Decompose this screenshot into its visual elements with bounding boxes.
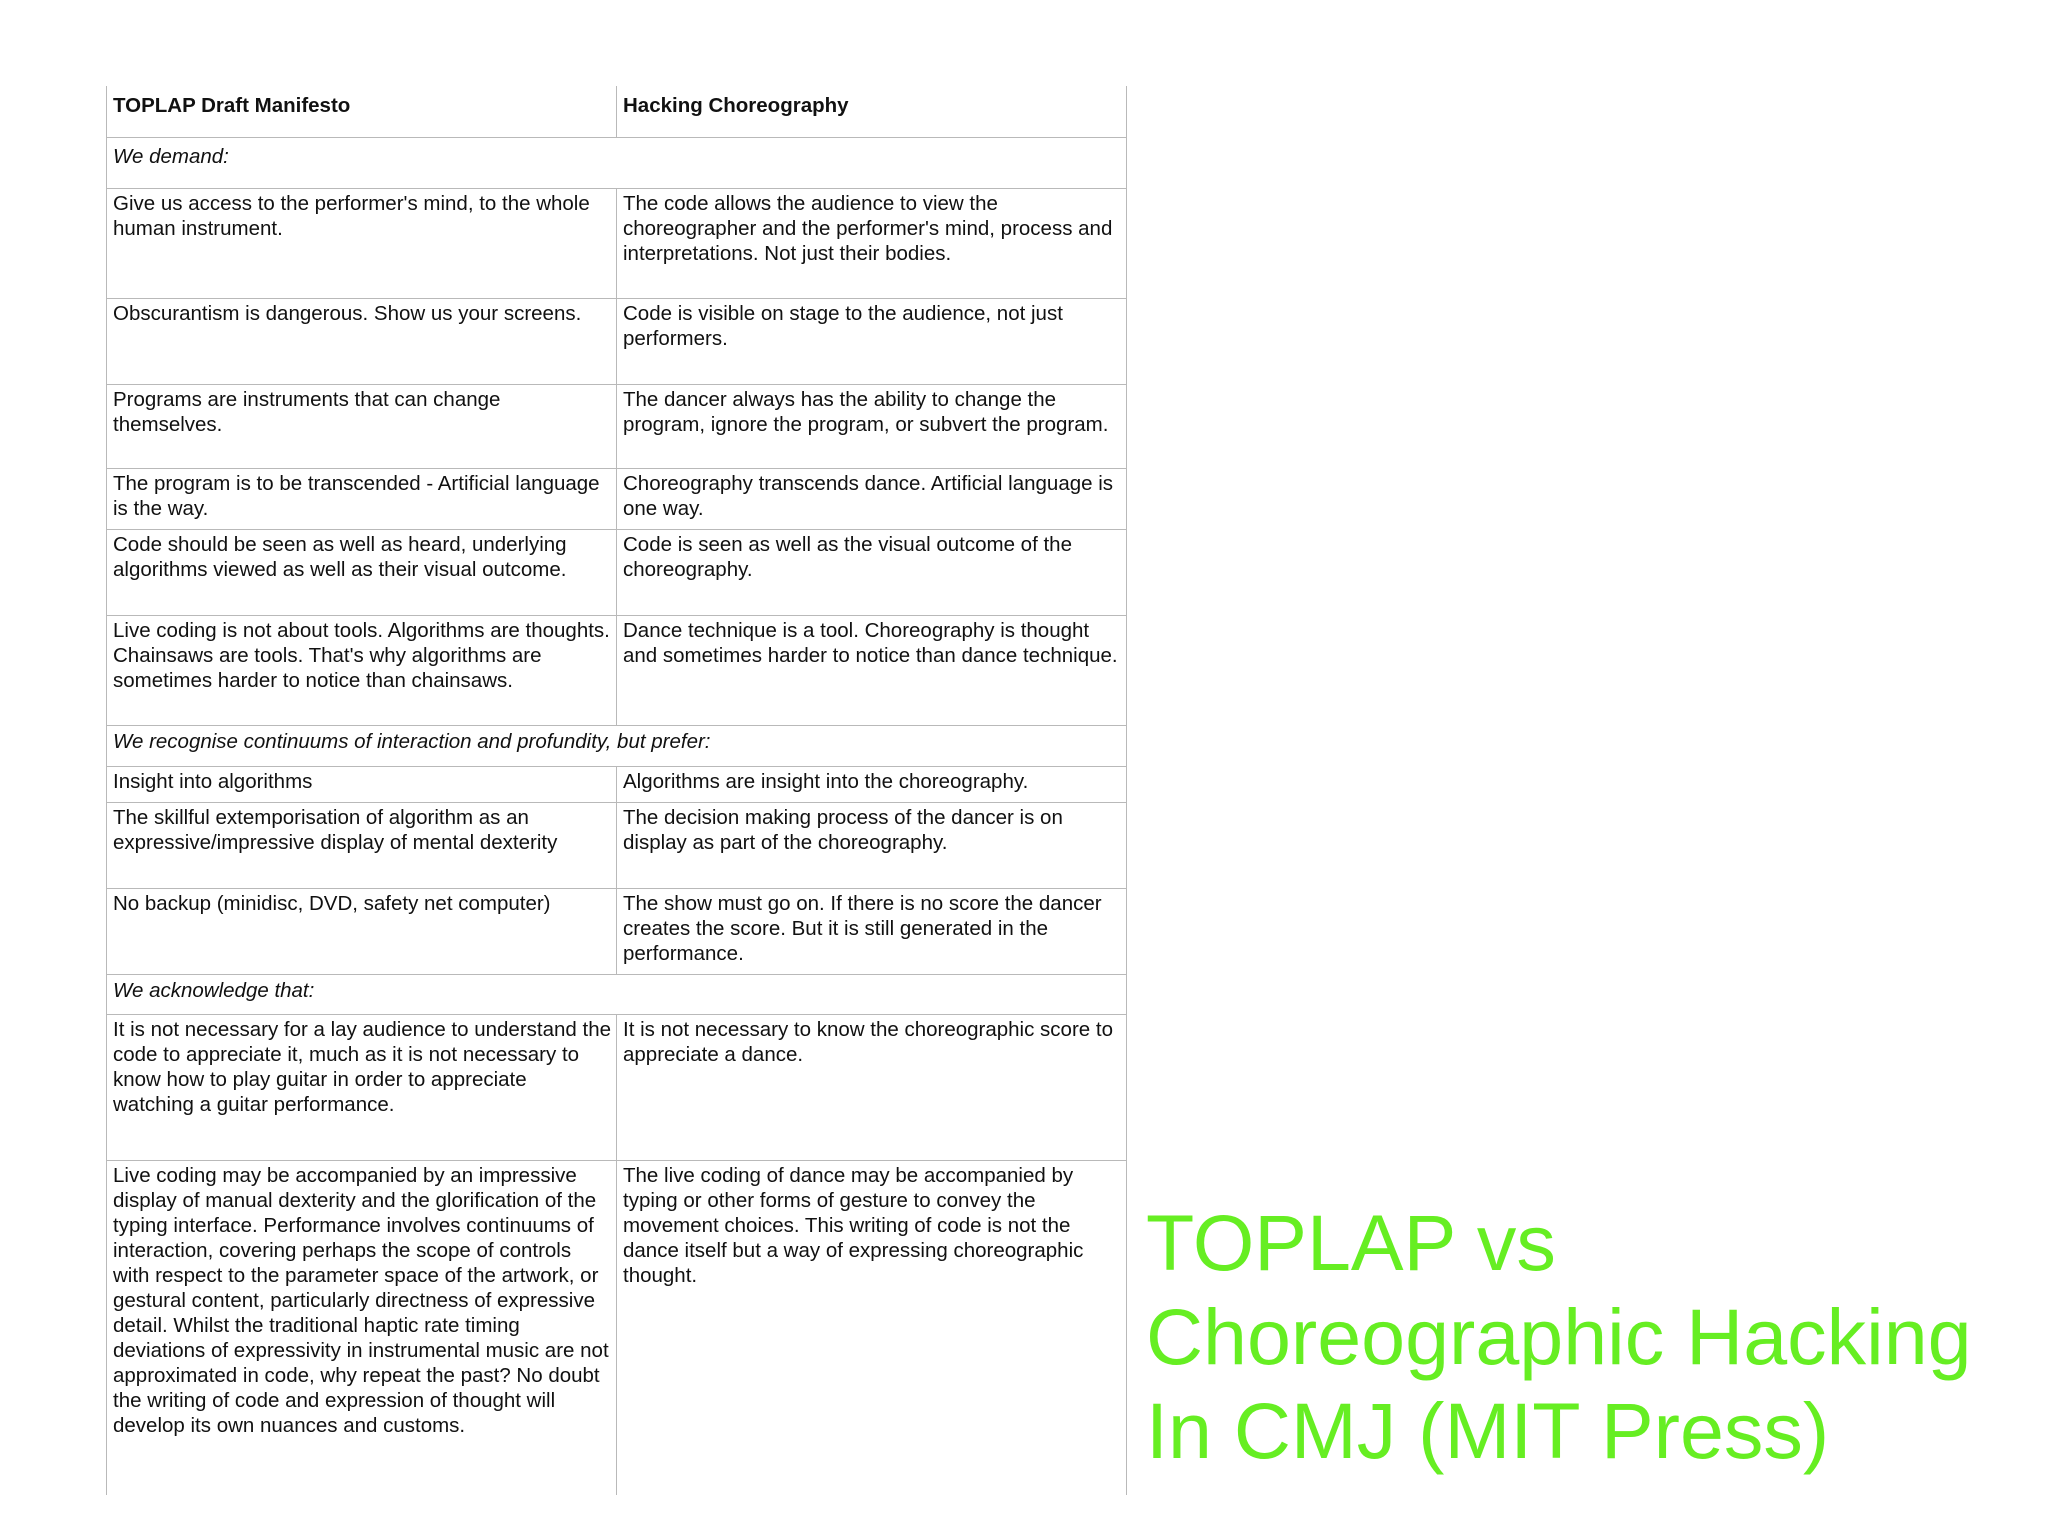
toplap-cell: The program is to be transcended - Artificial language is the way. [107,469,617,530]
toplap-cell: Programs are instruments that can change themselves. [107,385,617,469]
slide-title-line: In CMJ (MIT Press) [1146,1386,1830,1475]
section-row [107,726,1127,767]
slide-title-line: Choreographic Hacking [1146,1292,1972,1381]
table-row [107,530,1127,616]
table-header-row [107,86,1127,138]
choreography-cell: The decision making process of the dancer is on display as part of the choreography. [617,803,1127,889]
toplap-cell: Code should be seen as well as heard, underlying algorithms viewed as well as their visual outcome. [107,530,617,616]
choreography-cell: The show must go on. If there is no score the dancer creates the score. But it is still generated in the performance. [617,889,1127,975]
slide-title-line: TOPLAP vs [1146,1198,1556,1287]
table-row [107,385,1127,469]
choreography-cell: The dancer always has the ability to change the program, ignore the program, or subvert the program. [617,385,1127,469]
table-row [107,767,1127,803]
table-row [107,1015,1127,1161]
table-row [107,469,1127,530]
section-row [107,975,1127,1015]
choreography-cell: Dance technique is a tool. Choreography is thought and sometimes harder to notice than dance technique. [617,616,1127,726]
choreography-cell: The code allows the audience to view the choreographer and the performer's mind, process and interpretations. Not just their bodies. [617,189,1127,299]
choreography-cell: Code is visible on stage to the audience, not just performers. [617,299,1127,385]
table-row [107,189,1127,299]
header-hacking-choreography: Hacking Choreography [617,86,1127,138]
toplap-cell: Obscurantism is dangerous. Show us your screens. [107,299,617,385]
toplap-cell: The skillful extemporisation of algorithm as an expressive/impressive display of mental dexterity [107,803,617,889]
choreography-cell: Code is seen as well as the visual outcome of the choreography. [617,530,1127,616]
choreography-cell: The live coding of dance may be accompanied by typing or other forms of gesture to convey the movement choices. This writing of code is not the dance itself but a way of expressing choreographic thought. [617,1161,1127,1495]
choreography-cell: Choreography transcends dance. Artificial language is one way. [617,469,1127,530]
toplap-cell: No backup (minidisc, DVD, safety net computer) [107,889,617,975]
choreography-cell: It is not necessary to know the choreographic score to appreciate a dance. [617,1015,1127,1161]
slide-title [1146,1196,2036,1478]
header-toplap: TOPLAP Draft Manifesto [107,86,617,138]
toplap-cell: Live coding is not about tools. Algorithms are thoughts. Chainsaws are tools. That's why algorithms are sometimes harder to notice than chainsaws. [107,616,617,726]
section-heading-acknowledge: We acknowledge that: [107,975,1127,1015]
section-heading-demand: We demand: [107,138,1127,189]
table-row [107,1161,1127,1495]
section-row [107,138,1127,189]
comparison-table [106,86,1127,1495]
toplap-cell: Give us access to the performer's mind, to the whole human instrument. [107,189,617,299]
table-row [107,803,1127,889]
table-row [107,889,1127,975]
toplap-cell: It is not necessary for a lay audience to understand the code to appreciate it, much as it is not necessary to know how to play guitar in order to appreciate watching a guitar performance. [107,1015,617,1161]
choreography-cell: Algorithms are insight into the choreography. [617,767,1127,803]
table-row [107,299,1127,385]
table-row [107,616,1127,726]
toplap-cell: Insight into algorithms [107,767,617,803]
toplap-cell: Live coding may be accompanied by an impressive display of manual dexterity and the glorification of the typing interface. Performance involves continuums of interaction, covering perhaps the scope of controls with respect to the parameter space of the artwork, or gestural content, particularly directness of expressive detail. Whilst the traditional haptic rate timing deviations of expressivity in instrumental music are not approximated in code, why repeat the past? No doubt the writing of code and expression of thought will develop its own nuances and customs. [107,1161,617,1495]
section-heading-prefer: We recognise continuums of interaction and profundity, but prefer: [107,726,1127,767]
